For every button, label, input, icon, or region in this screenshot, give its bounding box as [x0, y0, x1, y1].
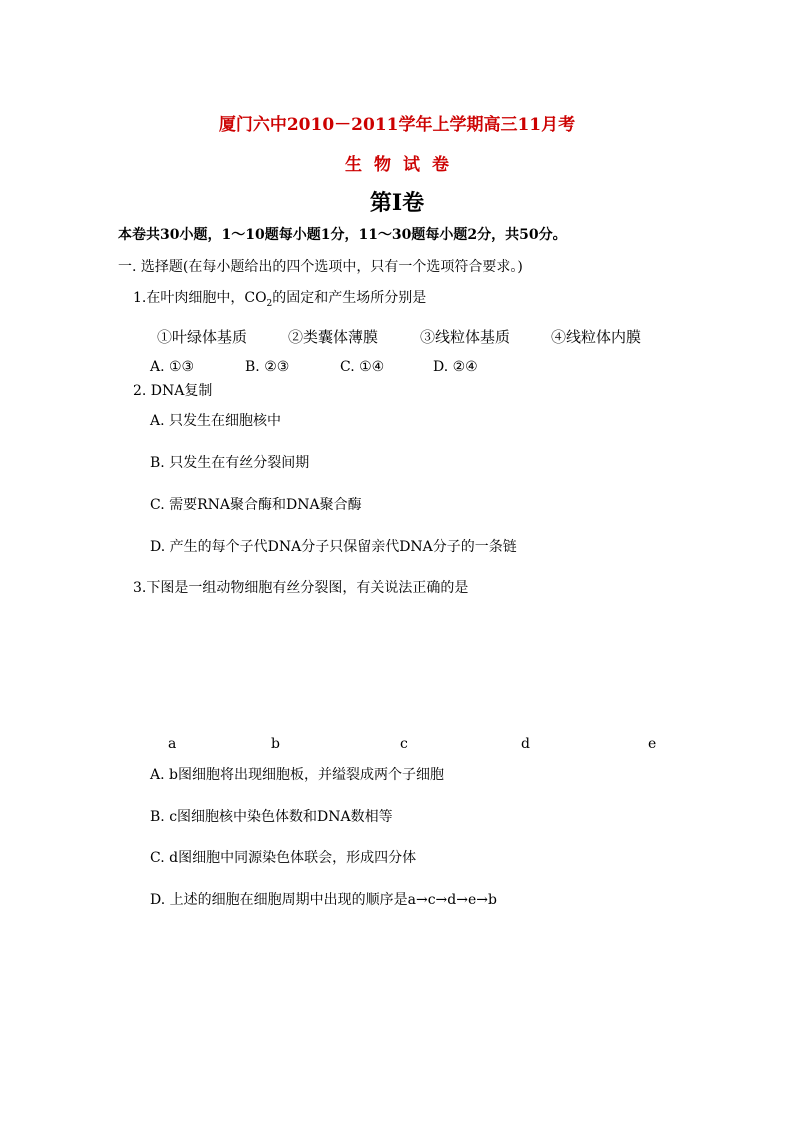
exam-title: 厦门六中2010－2011学年上学期高三11月考: [218, 115, 576, 135]
figure-label-b: b: [271, 736, 280, 752]
section-heading: 一. 选择题(在每小题给出的四个选项中，只有一个选项符合要求。): [118, 259, 523, 275]
figure-label-e: e: [648, 736, 657, 752]
question-1-option-a[interactable]: A. ①③: [150, 359, 195, 375]
question-1-stem-subscript: 2: [266, 298, 273, 309]
question-3-option-d[interactable]: D. 上述的细胞在细胞周期中出现的顺序是a→c→d→e→b: [150, 892, 497, 908]
question-2-stem: 2. DNA复制: [133, 383, 213, 399]
question-3-stem: 3.下图是一组动物细胞有丝分裂图，有关说法正确的是: [133, 580, 469, 596]
figure-labels: [0, 736, 794, 756]
question-2-option-c[interactable]: C. 需要RNA聚合酶和DNA聚合酶: [150, 497, 362, 513]
question-3-option-a[interactable]: A. b图细胞将出现细胞板，并缢裂成两个子细胞: [150, 767, 444, 783]
question-1-item: ①叶绿体基质: [157, 328, 248, 346]
question-2-option-b[interactable]: B. 只发生在有丝分裂间期: [150, 455, 310, 471]
subject-title: 生物试卷: [345, 155, 461, 175]
instructions: 本卷共30小题，1～10题每小题1分，11～30题每小题2分，共50分。: [118, 227, 567, 243]
question-1-option-c[interactable]: C. ①④: [340, 359, 385, 375]
question-1-option-d[interactable]: D. ②④: [433, 359, 478, 375]
figure-label-d: d: [521, 736, 530, 752]
question-1-item: ③线粒体基质: [420, 328, 511, 346]
question-1-option-b[interactable]: B. ②③: [245, 359, 290, 375]
question-1-stem-prefix: 1.在叶肉细胞中，CO: [133, 290, 267, 306]
question-2-option-a[interactable]: A. 只发生在细胞核中: [150, 413, 282, 429]
question-3-option-c[interactable]: C. d图细胞中同源染色体联会，形成四分体: [150, 850, 417, 866]
question-1-stem: [133, 287, 426, 309]
question-1-item: ④线粒体内膜: [551, 328, 642, 346]
question-2-option-d[interactable]: D. 产生的每个子代DNA分子只保留亲代DNA分子的一条链: [150, 539, 517, 555]
figure-label-c: c: [400, 736, 408, 752]
figure-label-a: a: [168, 736, 177, 752]
question-3-option-b[interactable]: B. c图细胞核中染色体数和DNA数相等: [150, 809, 393, 825]
question-1-stem-suffix: 的固定和产生场所分别是: [272, 290, 427, 306]
volume-title: 第I卷: [369, 190, 425, 216]
question-1-item: ②类囊体薄膜: [288, 328, 379, 346]
